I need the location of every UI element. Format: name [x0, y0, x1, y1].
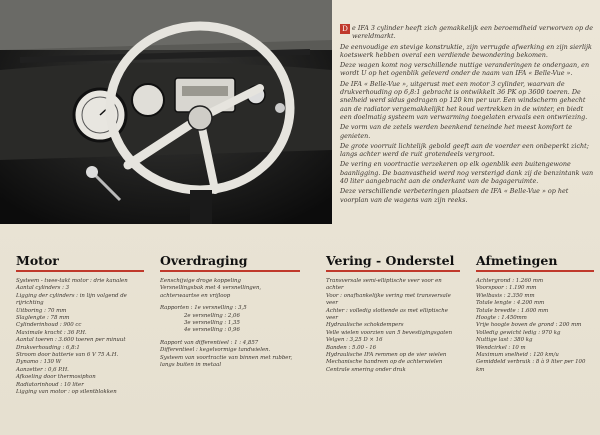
section-title-afmetingen: Afmetingen [476, 253, 558, 268]
spec-item: Cylinderinhoud : 900 cc [16, 322, 82, 329]
drop-cap: D [340, 24, 350, 34]
spec-item: Maximale kracht : 36 P.H. [16, 329, 87, 336]
spec-item: Drukverhouding : 6,8:1 [16, 344, 80, 351]
spec-item: Wendcirkel : 10 m [476, 344, 526, 351]
section-rule [16, 270, 144, 272]
spec-item: Velgen : 3,25 D × 16 [326, 337, 383, 344]
spec-item: Banden : 5.00 - 16 [326, 344, 377, 351]
section-title-motor: Motor [16, 253, 59, 268]
spec-item: Centrale smering onder druk [326, 366, 406, 373]
intro-paragraph: Deze verschillende verbeteringen plaatsen de IFA « Belle-Vue » op het voorplan van de wagens van zijn reeks. [340, 187, 569, 204]
spec-item: Afkoeling door thermosiphon [16, 374, 96, 381]
spec-item: Wielbasis : 2.350 mm [476, 292, 535, 299]
spec-item: Ligging der cylinders : in lijn volgend de rijrichting [16, 292, 127, 307]
spec-item: Totale lengte : 4.200 mm [476, 300, 545, 307]
vering-spec-list [326, 278, 460, 374]
spec-item: Eenschijvige droge koppeling [160, 278, 241, 284]
intro-paragraph-1: D e IFA 3 cylinder heeft zich gemakkelijk een beroemdheid verworven op de wereldmarkt. [340, 24, 595, 41]
spec-item: Totale breedte : 1.600 mm [476, 307, 549, 314]
steering-wheel-photo [0, 0, 332, 224]
spec-item: Volledig gewicht ledig : 970 kg [476, 329, 561, 336]
spec-item: Rapport van differentieel : 1 : 4,857 [160, 339, 259, 346]
section-rule [326, 270, 460, 272]
intro-text [340, 24, 595, 206]
afmetingen-spec-list [476, 278, 594, 374]
spec-item: Aantal toeren : 3.600 toeren per minuut [16, 337, 126, 344]
spec-item: Achter : volledig slottende as met elliptische veer [326, 307, 448, 322]
intro-paragraph: De eenvoudige en stevige konstruktie, zijn verrugde afwerking en zijn sierlijk koetswerk hebben overal een verdiende bewondering bekomen. [340, 42, 592, 59]
spec-item: Uitboring : 70 mm [16, 307, 67, 314]
section-rule [476, 270, 594, 272]
spec-item: Aanzetter : 0,6 P.H. [16, 366, 69, 373]
spec-item: Voorspoor : 1.190 mm [476, 285, 537, 292]
spec-item: Voor : onafhankelijke vering met transversale veer [326, 292, 451, 307]
intro-paragraph: De vering en voortractie verzekeren op elk ogenblik een buitengewone baanligging. De baanvastheid werd nog versterigd dank zij de benzintank van 40 liter aangebracht aan de onderkant van de bagageruimte. [340, 160, 594, 186]
spec-item: Nuttige last : 380 kg [476, 337, 533, 344]
afmetingen-section [476, 253, 594, 374]
spec-item: Differentieel : kegelvormige tandwielen. [160, 347, 271, 354]
spec-item: Aantal cylinders : 3 [16, 285, 70, 292]
spec-item: Transversale semi-elliptische veer voor en achter [326, 278, 442, 292]
spec-item: Maximum snelheid : 120 km/u [476, 352, 559, 359]
vering-section [326, 253, 460, 374]
intro-paragraph: Deze wagen komt nog verschillende nuttige veranderingen te ondergaan, en wordt U op het ogenblik geleverd onder de naam van IFA « Belle-Vue ». [340, 61, 590, 78]
spec-item: Hydraulische IFA remmen op de vier wielen [326, 352, 447, 359]
spec-item: Hydraulische schokdempers [326, 322, 404, 329]
spec-item: Gemiddeld verbruik : 8 à 9 liter per 100 km [476, 359, 586, 373]
spec-item: Stroom door batterie van 6 V 75 A.H. [16, 352, 119, 359]
spec-item: Systeem van voortractie van binnen met rubber, langs buiten in metaal [160, 354, 293, 369]
spec-item: Radiatorinhoud : 10 liter [16, 381, 84, 388]
spec-item: Velle wielen voorzien van 5 bevestigingsgaten [326, 329, 453, 336]
spec-item: 2e versnelling : 2,06 [184, 312, 240, 319]
spec-item: Achtergrond : 1.260 mm [476, 278, 544, 284]
spec-item: Mechanische handrem op de achterwielen [326, 359, 443, 366]
spec-item: Hoogte : 1.450mm [476, 315, 527, 322]
section-rule [160, 270, 300, 272]
spec-item: Dynamo : 130 W [16, 359, 62, 366]
motor-section [16, 253, 144, 397]
spec-item: 3e versnelling : 1,35 [184, 320, 240, 327]
intro-paragraph: De vorm van de zetels werden beenkend teneinde het meest komfort te genieten. [340, 123, 573, 140]
spec-item: Ligging van motor : op silentblokken [16, 389, 117, 396]
spec-item: 4e versnelling : 0,96 [184, 327, 240, 334]
spec-item: Systeem - twee-takt motor : drie kanalen [16, 278, 128, 284]
overdraging-section [160, 253, 300, 369]
overdraging-spec-list [160, 278, 300, 369]
spec-item: Slaglengte : 78 mm [16, 315, 70, 322]
spec-item: Rapporten : 1e versnelling : 3,5 [160, 305, 247, 312]
section-title-overdraging: Overdraging [160, 253, 248, 268]
motor-spec-list [16, 278, 144, 397]
section-title-vering: Vering - Onderstel [326, 253, 455, 268]
spec-item: Vrije hoogte boven de grond : 200 mm [476, 322, 582, 329]
spec-item: Versnellingsbak met 4 versnellingen, achterwaartse en vrijloop [160, 285, 262, 299]
intro-paragraph: De grote voorruit lichtelijk gebold geeft aan de voerder een onbeperkt zicht; langs achter werd de ruit grotendeels vergroot. [340, 141, 589, 159]
intro-paragraph: De IFA « Belle-Vue », uitgerust met een motor 3 cylinder, waarvan de drukverhouding op 6,8:1 gebracht is ontwikkelt 36 PK op 3600 toeren. De snelheid werd sidus gedragen op 120 km per uur. Een windscherm gehecht aan de radiator vergemakkelijkt het koud vertrekken in de winter, en biedt een doelmatig systeem van verwarming toegelaten ervaals een ontwriezing. [340, 79, 588, 121]
dashboard-photo [0, 0, 332, 224]
